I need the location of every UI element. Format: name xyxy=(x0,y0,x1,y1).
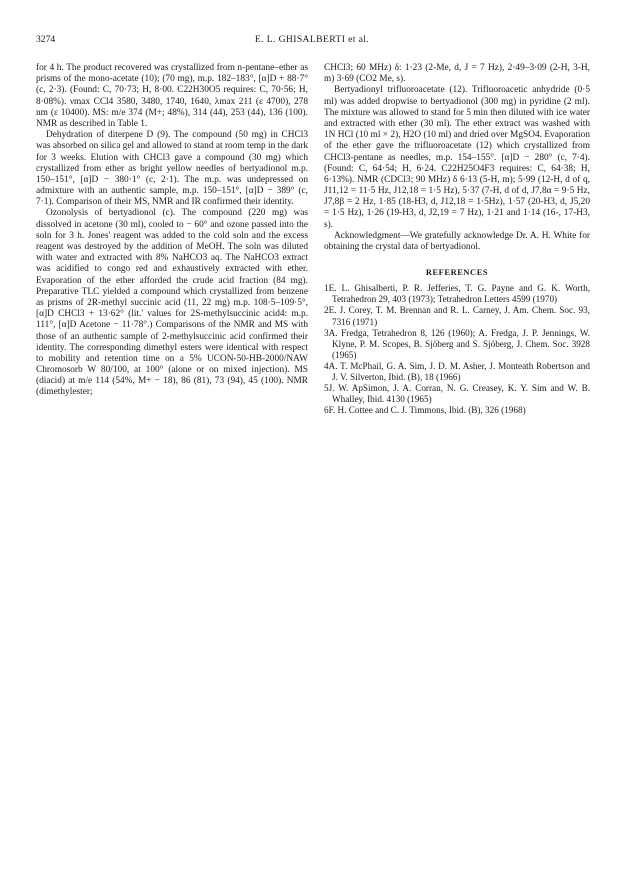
reference-item: 2E. J. Corey, T. M. Brennan and R. L. Carney, J. Am. Chem. Soc. 93, 7316 (1971) xyxy=(324,305,590,327)
right-column xyxy=(324,63,590,416)
paragraph-trifluoroacetate: Bertyadionyl trifluoroacetate (12). Trifluoroacetic anhydride (0·5 ml) was added dropwise to bertyadionol (300 mg) in pyridine (2 ml). The mixture was allowed to stand for 5 min then diluted with ice water and extracted with ether (30 ml). The ether extract was washed with 1N HCl (10 ml × 2), H2O (10 ml) and dried over MgSO4. Evaporation of the ether gave the trifluoroacetate (12) which crystallized from CHCl3-pentane as needles, m.p. 154–155°. [α]D − 280° (c, 7·4). (Found: C, 64·54; H, 6·24. C22H25O4F3 requires: C, 64·38; H, 6·13%). NMR (CDCl3; 90 MHz) δ 6·13 (5-H, m); 5·99 (12-H, d of q, J11,12 = 11·5 Hz, J12,18 = 1·5 Hz), 5·37 (7-H, d of d, J7,8α = 9·5 Hz, J7,8β = 2 Hz, 1·85 (18-H3, d, J12,18 = 1·5Hz), 1·57 (20-H3, d, J5,20 = 1·5 Hz), 1·26 (19-H3, d, J2,19 = 7 Hz), 1·21 and 1·14 (16-, 17-H3, s). xyxy=(324,85,590,230)
running-head: E. L. GHISALBERTI et al. xyxy=(254,34,370,45)
acknowledgment: Acknowledgment—We gratefully acknowledge Dr. A. H. White for obtaining the crystal data of bertyadionol. xyxy=(324,230,590,252)
reference-item: 4A. T. McPhail, G. A. Sim, J. D. M. Asher, J. Monteath Robertson and J. V. Silverton, Ibid. (B), 18 (1966) xyxy=(324,360,590,382)
reference-item: 5J. W. ApSimon, J. A. Corran, N. G. Creasey, K. Y. Sim and W. B. Whalley, Ibid. 4130 (1965) xyxy=(324,382,590,404)
paragraph-monoacetate: for 4 h. The product recovered was crystallized from n-pentane–ether as prisms of the mono-acetate (10); (70 mg), m.p. 182–183°, [α]D + 88·7° (c, 2·3). (Found: C, 70·73; H, 8·00. C22H30O5 requires: C, 70·56; H, 8·08%). νmax CCl4 3580, 3480, 1740, 1640, λmax 211 (ε 4700), 278 nm (ε 10400). MS: m/e 374 (M+; 48%), 314 (44), 253 (44), 136 (100). NMR as described in Table 1. xyxy=(36,63,308,129)
page-header xyxy=(36,34,588,48)
paragraph-ozonolysis: Ozonolysis of bertyadionol (c). The compound (220 mg) was dissolved in acetone (30 ml), cooled to − 60° and ozone passed into the soln for 3 h. Jones' reagent was added to the cold soln and the excess reagent was destroyed by the addition of MeOH. The soln was diluted with water and extracted with 8% NaHCO3 aq. The NaHCO3 extract was acidified to congo red and exhaustively extracted with ether. Evaporation of the ether afforded the crude acid fraction (84 mg). Preparative TLC yielded a compound which crystallized from benzene as prisms of 2R-methyl succinic acid (11, 22 mg) m.p. 108·5–109·5°, [α]D CHCl3 + 13·62° (lit.' values for 2S-methylsuccinic acid4: m.p. 111°, [α]D Acetone − 11·78°.) Comparisons of the NMR and MS with those of an authentic sample of 2-methylsuccinic acid confirmed their identity. The corresponding dimethyl esters were identical with respect to mobility and retention time on a 5% UCON-50-HB-2000/NAW Chromosorb W 80/100, at 100° (alone or on mixed injection). MS (diacid) at m/e 114 (54%, M+ − 18), 86 (81), 73 (94), 45 (100). NMR (dimethylester; xyxy=(36,208,308,398)
reference-item: 1E. L. Ghisalberti, P. R. Jefferies, T. G. Payne and G. K. Worth, Tetrahedron 29, 403 (1973); Tetrahedron Letters 4599 (1970) xyxy=(324,283,590,305)
page-number: 3274 xyxy=(36,34,56,45)
paragraph-nmr-continued: CHCl3; 60 MHz) δ: 1·23 (2-Me, d, J = 7 Hz), 2·49–3·09 (2-H, 3-H, m) 3·69 (CO2 Me, s). xyxy=(324,63,590,85)
left-column xyxy=(36,63,308,399)
reference-item: 6F. H. Cottee and C. J. Timmons, Ibid. (B), 326 (1968) xyxy=(324,404,526,415)
reference-item: 3A. Fredga, Tetrahedron 8, 126 (1960); A. Fredga, J. P. Jennings, W. Klyne, P. M. Scopes, B. Sjöberg and S. Sjöberg, J. Chem. Soc. 3928 (1965) xyxy=(324,327,590,360)
references-heading: REFERENCES xyxy=(425,268,489,278)
paragraph-dehydration: Dehydration of diterpene D (9). The compound (50 mg) in CHCl3 was absorbed on silica gel and allowed to stand at room temp in the dark for 3 weeks. Elution with CHCl3 gave a compound (30 mg) which crystallized from ether as bright yellow needles of bertyadionol m.p. 150–151°, [α]D − 380·1° (c, 2·1). The m.p. was undepressed on admixture with an authentic sample, m.p. 150–151°, [α]D − 389° (c, 7·1). Comparison of their MS, NMR and IR confirmed their identity. xyxy=(36,130,308,208)
